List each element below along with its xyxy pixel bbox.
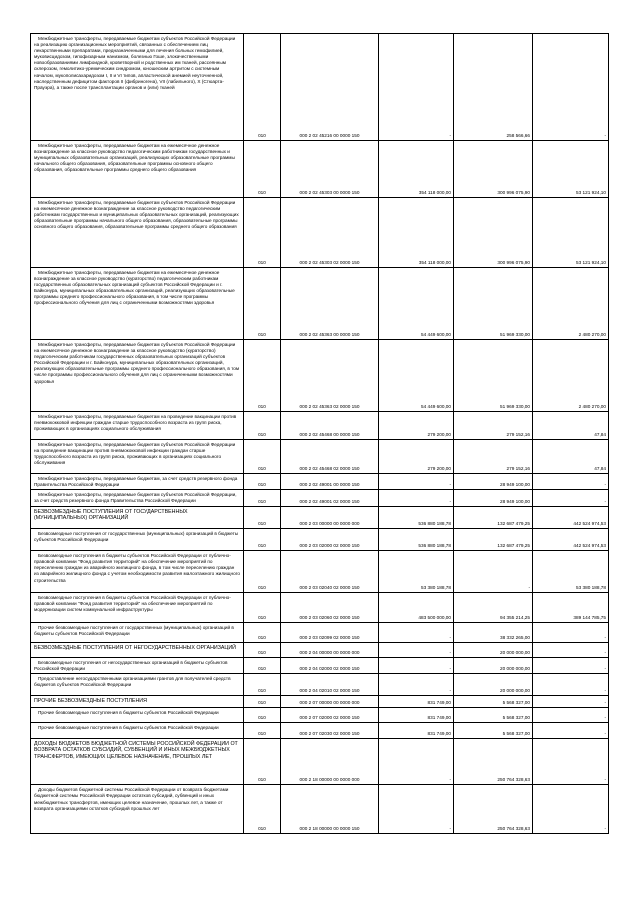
row-rest-cell: 47,84	[533, 412, 609, 440]
row-exec-cell: -	[454, 551, 533, 593]
row-plan-cell: -	[379, 658, 454, 674]
row-plan-cell: 483 500 000,00	[379, 593, 454, 623]
row-rest-cell: -	[533, 785, 609, 834]
row-plan-cell: 354 118 000,00	[379, 141, 454, 198]
table-row	[31, 785, 609, 834]
row-name-cell	[31, 529, 244, 551]
row-exec-cell: 250 764 328,63	[454, 739, 533, 785]
row-code-cell: 010	[244, 785, 281, 834]
row-exec-cell: 258 566,66	[454, 34, 533, 141]
row-rest-cell: -	[533, 623, 609, 643]
row-code-cell: 010	[244, 34, 281, 141]
row-code-cell: 010	[244, 623, 281, 643]
row-name-text: Безвозмездные поступления от негосударственных организаций в бюджеты субъектов Российской Федерации	[34, 660, 229, 672]
row-name-text: Межбюджетные трансферты, передаваемые бюджетам на проведение вакцинации против пневмококковой инфекции граждан старше трудоспособного возраста из групп риска, проживающих в организациях социального обслуживания	[34, 414, 238, 432]
row-exec-cell: 279 152,16	[454, 412, 533, 440]
row-code-cell: 010	[244, 739, 281, 785]
row-rest-cell: 2 480 270,00	[533, 268, 609, 340]
row-name-cell	[31, 34, 244, 141]
row-kbk-cell: 000 2 04 02010 02 0000 150	[281, 674, 379, 696]
row-kbk-cell: 000 2 02 45468 00 0000 150	[281, 412, 379, 440]
row-rest-cell: 53 121 924,10	[533, 198, 609, 268]
row-name-text: Доходы бюджетов бюджетной системы Российской Федерации от возврата бюджетами бюджетной системы Российской Федерации остатков субсидий, субвенций и иных межбюджетных трансфертов, имеющих целевое назначение, прошлых лет, а также от возврата организациями остатков субсидий прошлых лет	[34, 787, 230, 811]
row-rest-cell: -	[533, 674, 609, 696]
row-rest-cell: -	[533, 490, 609, 507]
row-name-text: Безвозмездные поступления в бюджеты субъектов Российской Федерации от публично-правовой компании "Фонд развития территорий" на обеспечение мероприятий по переселению граждан из аварийного жилищного фонда, в том числе переселению граждан из аварийного жилищного фонда с учетом необходимости развития малоэтажного жилищного строительства	[34, 553, 242, 583]
row-plan-cell: -	[379, 623, 454, 643]
row-plan-cell: 279 200,00	[379, 412, 454, 440]
row-name-text: БЕЗВОЗМЕЗДНЫЕ ПОСТУПЛЕНИЯ ОТ ГОСУДАРСТВЕННЫХ (МУНИЦИПАЛЬНЫХ) ОРГАНИЗАЦИЙ	[34, 509, 190, 522]
row-code-cell: 010	[244, 141, 281, 198]
row-kbk-cell: 000 2 03 02000 02 0000 150	[281, 529, 379, 551]
row-rest-cell: -	[533, 723, 609, 739]
row-code-cell: 010	[244, 643, 281, 658]
row-plan-cell: -	[379, 643, 454, 658]
row-kbk-cell: 000 2 03 02040 02 0000 150	[281, 551, 379, 593]
row-name-text: Предоставление негосударственными организациями грантов для получателей средств бюджетов субъектов Российской Федерации	[34, 676, 232, 688]
table-row	[31, 623, 609, 643]
row-name-text: Межбюджетные трансферты, передаваемые бюджетам, за счет средств резервного фонда Правительства Российской Федерации	[34, 476, 239, 488]
row-rest-cell: -	[533, 739, 609, 785]
row-name-text: БЕЗВОЗМЕЗДНЫЕ ПОСТУПЛЕНИЯ ОТ НЕГОСУДАРСТВЕННЫХ ОРГАНИЗАЦИЙ	[34, 645, 236, 652]
row-name-cell	[31, 551, 244, 593]
row-code-cell: 010	[244, 658, 281, 674]
row-kbk-cell: 000 2 02 45363 00 0000 150	[281, 268, 379, 340]
table-row	[31, 268, 609, 340]
row-name-text: ДОХОДЫ БЮДЖЕТОВ БЮДЖЕТНОЙ СИСТЕМЫ РОССИЙСКОЙ ФЕДЕРАЦИИ ОТ ВОЗВРАТА ОСТАТКОВ СУБСИДИЙ, СУБВЕНЦИЙ И ИНЫХ МЕЖБЮДЖЕТНЫХ ТРАНСФЕРТОВ, ИМЕЮЩИХ ЦЕЛЕВОЕ НАЗНАЧЕНИЕ, ПРОШЛЫХ ЛЕТ	[34, 741, 240, 760]
row-plan-cell: 53 380 188,78	[379, 551, 454, 593]
row-plan-cell: 354 118 000,00	[379, 198, 454, 268]
row-rest-cell: -	[533, 658, 609, 674]
row-name-text: Прочие безвозмездные поступления в бюджеты субъектов Российской Федерации	[38, 725, 219, 731]
row-name-text: Межбюджетные трансферты, передаваемые бюджетам субъектов Российской Федерации на проведение вакцинации против пневмококковой инфекции граждан старше трудоспособного возраста из групп риска, проживающих в организациях социального обслуживания	[34, 442, 237, 466]
row-name-cell	[31, 696, 244, 708]
row-exec-cell: 250 764 328,63	[454, 785, 533, 834]
row-name-text: Прочие безвозмездные поступления от государственных (муниципальных) организаций в бюджеты субъектов Российской Федерации	[34, 625, 236, 637]
row-plan-cell: 831 749,00	[379, 696, 454, 708]
table-row	[31, 696, 609, 708]
row-exec-cell: 5 568 327,00	[454, 708, 533, 723]
row-name-text: Межбюджетные трансферты, передаваемые бюджетам на ежемесячное денежное вознаграждение за классное руководство (кураторство) педагогическим работникам государственных образовательных организаций субъектов Российской Федерации и г. Байконура, муниципальных образовательных организаций, реализующих образовательные программы среднего профессионального образования, в том числе программы профессионального обучения для лиц с ограниченными возможностями здоровья	[34, 270, 237, 306]
table-row	[31, 440, 609, 474]
row-name-cell	[31, 723, 244, 739]
row-name-text: Межбюджетные трансферты, передаваемые бюджетам субъектов Российской Федерации на ежемесячное денежное вознаграждение за классное руководство педагогическим работникам государственных и муниципальных образовательных организаций, реализующих образовательные программы начального общего образования, образовательные программы основного общего образования, образовательные программы среднего общего образования	[34, 200, 241, 230]
row-name-text: Межбюджетные трансферты, передаваемые бюджетам субъектов Российской Федерации, за счет средств резервного фонда Правительства Российской Федерации	[34, 492, 238, 504]
row-exec-cell: 20 000 000,00	[454, 658, 533, 674]
row-name-cell	[31, 507, 244, 529]
table-row	[31, 34, 609, 141]
row-kbk-cell: 000 2 03 00000 00 0000 000	[281, 507, 379, 529]
row-rest-cell: 47,84	[533, 440, 609, 474]
row-code-cell: 010	[244, 593, 281, 623]
row-code-cell: 010	[244, 440, 281, 474]
row-exec-cell: 20 000 000,00	[454, 674, 533, 696]
table-row	[31, 593, 609, 623]
row-rest-cell: -	[533, 708, 609, 723]
table-row	[31, 723, 609, 739]
table-row	[31, 340, 609, 412]
table-row	[31, 141, 609, 198]
row-code-cell: 010	[244, 198, 281, 268]
row-exec-cell: 94 355 214,25	[454, 593, 533, 623]
row-kbk-cell: 000 2 04 00000 00 0000 000	[281, 643, 379, 658]
row-kbk-cell: 000 2 02 45363 02 0000 150	[281, 340, 379, 412]
row-rest-cell: 442 524 974,53	[533, 529, 609, 551]
row-name-cell	[31, 198, 244, 268]
row-code-cell: 010	[244, 529, 281, 551]
row-exec-cell: 300 996 075,90	[454, 141, 533, 198]
row-code-cell: 010	[244, 474, 281, 490]
row-name-cell	[31, 674, 244, 696]
row-plan-cell: -	[379, 474, 454, 490]
row-name-cell	[31, 141, 244, 198]
row-plan-cell: -	[379, 490, 454, 507]
table-row	[31, 474, 609, 490]
row-kbk-cell: 000 2 02 45303 00 0000 150	[281, 141, 379, 198]
row-rest-cell: -	[533, 34, 609, 141]
row-exec-cell: 51 969 330,00	[454, 268, 533, 340]
row-kbk-cell: 000 2 18 00000 00 0000 150	[281, 785, 379, 834]
row-kbk-cell: 000 2 02 45468 02 0000 150	[281, 440, 379, 474]
row-name-cell	[31, 412, 244, 440]
row-plan-cell: 54 449 600,00	[379, 340, 454, 412]
row-plan-cell: 831 749,00	[379, 708, 454, 723]
row-code-cell: 010	[244, 412, 281, 440]
table-row	[31, 490, 609, 507]
row-name-cell	[31, 623, 244, 643]
row-kbk-cell: 000 2 04 02000 02 0000 150	[281, 658, 379, 674]
row-rest-cell: 2 480 270,00	[533, 340, 609, 412]
row-kbk-cell: 000 2 07 02000 02 0000 150	[281, 708, 379, 723]
row-code-cell: 010	[244, 723, 281, 739]
row-plan-cell: -	[379, 785, 454, 834]
row-name-text: Прочие безвозмездные поступления в бюджеты субъектов Российской Федерации	[38, 710, 219, 716]
table-row	[31, 658, 609, 674]
row-rest-cell: 442 524 974,53	[533, 507, 609, 529]
row-exec-cell: 279 152,16	[454, 440, 533, 474]
row-kbk-cell: 000 2 02 45216 00 0000 150	[281, 34, 379, 141]
table-row	[31, 529, 609, 551]
row-rest-cell: -	[533, 696, 609, 708]
table-row	[31, 674, 609, 696]
table-row	[31, 412, 609, 440]
row-name-cell	[31, 490, 244, 507]
row-name-cell	[31, 785, 244, 834]
row-name-text: ПРОЧИЕ БЕЗВОЗМЕЗДНЫЕ ПОСТУПЛЕНИЯ	[34, 698, 147, 705]
row-name-cell	[31, 658, 244, 674]
row-exec-cell: 51 969 330,00	[454, 340, 533, 412]
row-kbk-cell: 000 2 02 45303 02 0000 150	[281, 198, 379, 268]
row-name-cell	[31, 474, 244, 490]
row-kbk-cell: 000 2 07 00000 00 0000 000	[281, 696, 379, 708]
row-code-cell: 010	[244, 551, 281, 593]
table-row	[31, 198, 609, 268]
row-exec-cell: 28 949 100,00	[454, 474, 533, 490]
row-code-cell: 010	[244, 674, 281, 696]
revenue-table	[30, 33, 609, 834]
row-name-cell	[31, 268, 244, 340]
row-exec-cell: 28 949 100,00	[454, 490, 533, 507]
table-row	[31, 708, 609, 723]
row-exec-cell: 132 687 479,25	[454, 529, 533, 551]
table-row	[31, 739, 609, 785]
row-kbk-cell: 000 2 03 02099 02 0000 150	[281, 623, 379, 643]
row-code-cell: 010	[244, 507, 281, 529]
row-name-text: Межбюджетные трансферты, передаваемые бюджетам субъектов Российской Федерации на ежемесячное денежное вознаграждение за классное руководство (кураторство) педагогическим работникам государственных образовательных организаций субъектов Российской Федерации и г. Байконура, муниципальных образовательных организаций, реализующих образовательные программы среднего профессионального образования, в том числе программы профессионального обучения для лиц с ограниченными возможностями здоровья	[34, 342, 241, 384]
row-kbk-cell: 000 2 18 00000 00 0000 000	[281, 739, 379, 785]
table-row	[31, 507, 609, 529]
row-kbk-cell: 000 2 07 02030 02 0000 150	[281, 723, 379, 739]
row-rest-cell: 389 144 785,75	[533, 593, 609, 623]
row-plan-cell: -	[379, 674, 454, 696]
row-rest-cell: -	[533, 474, 609, 490]
row-exec-cell: 38 332 265,00	[454, 623, 533, 643]
row-exec-cell: 300 996 075,90	[454, 198, 533, 268]
row-code-cell: 010	[244, 268, 281, 340]
row-code-cell: 010	[244, 490, 281, 507]
row-code-cell: 010	[244, 340, 281, 412]
table-row	[31, 643, 609, 658]
row-name-cell	[31, 440, 244, 474]
row-exec-cell: 5 568 327,00	[454, 696, 533, 708]
row-rest-cell: 53 121 924,10	[533, 141, 609, 198]
row-plan-cell: 536 880 188,78	[379, 529, 454, 551]
row-plan-cell: 54 449 600,00	[379, 268, 454, 340]
row-name-cell	[31, 739, 244, 785]
row-exec-cell: 5 568 327,00	[454, 723, 533, 739]
table-row	[31, 551, 609, 593]
row-name-cell	[31, 593, 244, 623]
row-name-text: Межбюджетные трансферты, передаваемые бюджетам субъектов Российской Федерации на реализацию организационных мероприятий, связанных с обеспечением лиц лекарственными препаратами, предназначенными для лечения больных гемофилией, муковисцидозом, гипофизарным нанизмом, болезнью Гоше, злокачественными новообразованиями лимфоидной, кроветворной и родственных им тканей, рассеянным склерозом, гемолитико-уремическим синдромом, юношеским артритом с системным началом, мукополисахаридозом I, II и VI типов, апластической анемией неуточненной, наследственным дефицитом факторов II (фибриногена), VII (лабильного), X (Стюарта-Прауэра), а также после трансплантации органов и (или) тканей	[34, 36, 237, 90]
row-code-cell: 010	[244, 708, 281, 723]
row-plan-cell: -	[379, 34, 454, 141]
row-name-cell	[31, 708, 244, 723]
row-exec-cell: 132 687 479,25	[454, 507, 533, 529]
row-name-cell	[31, 643, 244, 658]
row-plan-cell: -	[379, 739, 454, 785]
row-name-cell	[31, 340, 244, 412]
row-plan-cell: 536 880 188,78	[379, 507, 454, 529]
row-rest-cell: 53 380 188,78	[533, 551, 609, 593]
row-exec-cell: 20 000 000,00	[454, 643, 533, 658]
row-name-text: Безвозмездные поступления в бюджеты субъектов Российской Федерации от публично-правовой компании "Фонд развития территорий" на обеспечение мероприятий по модернизации систем коммунальной инфраструктуры	[34, 595, 231, 613]
row-plan-cell: 279 200,00	[379, 440, 454, 474]
row-kbk-cell: 000 2 03 02060 02 0000 150	[281, 593, 379, 623]
row-rest-cell: -	[533, 643, 609, 658]
row-name-text: Межбюджетные трансферты, передаваемые бюджетам на ежемесячное денежное вознаграждение за классное руководство педагогическим работникам государственных и муниципальных образовательных организаций, реализующих образовательные программы начального общего образования, образовательные программы основного общего образования, образовательные программы среднего общего образования	[34, 143, 237, 173]
row-code-cell: 010	[244, 696, 281, 708]
row-kbk-cell: 000 2 02 49001 02 0000 150	[281, 490, 379, 507]
row-kbk-cell: 000 2 02 49001 00 0000 150	[281, 474, 379, 490]
row-name-text: Безвозмездные поступления от государственных (муниципальных) организаций в бюджеты субъектов Российской Федерации	[34, 531, 240, 543]
row-plan-cell: 831 749,00	[379, 723, 454, 739]
